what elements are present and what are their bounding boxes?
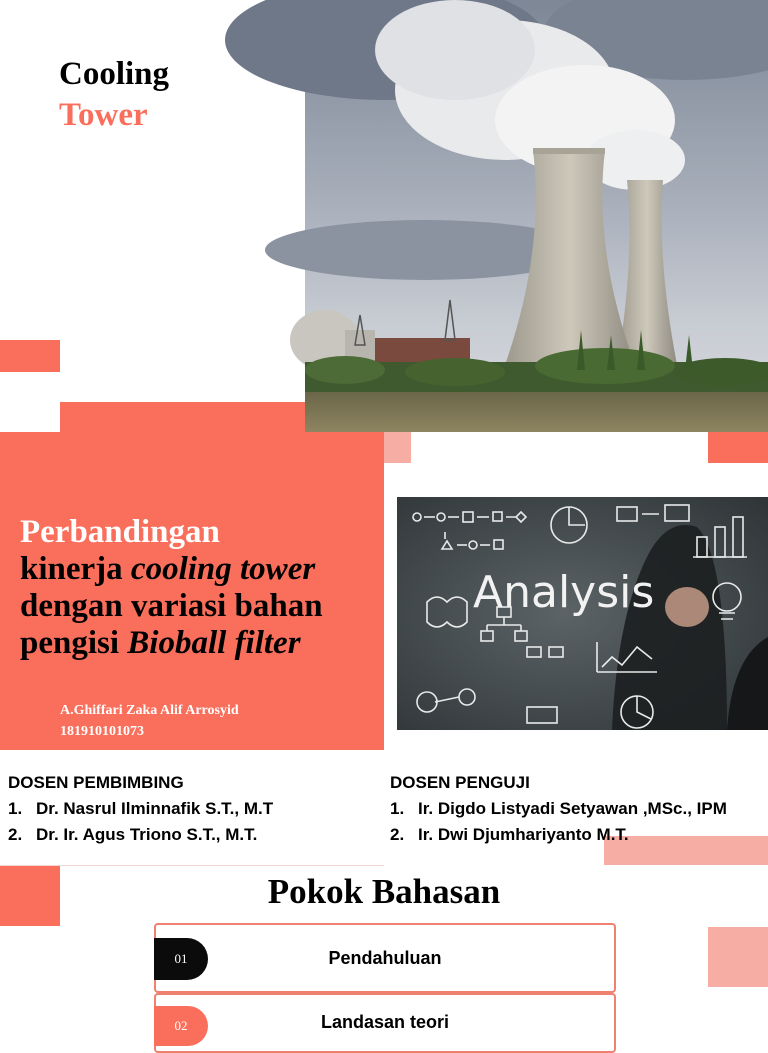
examiners-block bbox=[390, 770, 727, 848]
thesis-line-1: Perbandingan bbox=[20, 514, 220, 550]
title-line-2: Tower bbox=[59, 97, 148, 133]
thesis-line-2 bbox=[20, 551, 380, 588]
author-name: A.Ghiffari Zaka Alif Arrosyid bbox=[60, 703, 239, 718]
agenda-item-2-label[interactable]: Landasan teori bbox=[320, 1012, 450, 1032]
supervisor-name: Dr. Ir. Agus Triono S.T., M.T. bbox=[36, 825, 258, 844]
examiner-number: 2. bbox=[390, 825, 405, 844]
supervisor-item bbox=[8, 822, 273, 848]
examiners-heading: DOSEN PENGUJI bbox=[390, 773, 530, 792]
examiner-item bbox=[390, 822, 727, 848]
thesis-line-4-prefix: pengisi bbox=[20, 625, 128, 661]
thesis-line-4 bbox=[20, 625, 380, 662]
divider bbox=[0, 865, 384, 866]
analysis-photo bbox=[397, 497, 768, 730]
thesis-line-3: dengan variasi bahan bbox=[20, 588, 323, 624]
analysis-photo-text: Analysis bbox=[473, 567, 655, 618]
supervisor-number: 1. bbox=[8, 799, 23, 818]
agenda-item-1-label[interactable]: Pendahuluan bbox=[328, 948, 442, 968]
thesis-title bbox=[20, 514, 380, 662]
author-block bbox=[60, 700, 239, 742]
author-id: 181910101073 bbox=[60, 724, 144, 739]
agenda-heading: Pokok Bahasan bbox=[267, 872, 501, 911]
examiner-item bbox=[390, 796, 727, 822]
cooling-tower-photo bbox=[305, 0, 768, 432]
supervisor-item bbox=[8, 796, 273, 822]
title-line-1: Cooling bbox=[59, 56, 170, 92]
supervisor-number: 2. bbox=[8, 825, 23, 844]
deco-block-right-bottom bbox=[708, 927, 768, 987]
supervisors-heading: DOSEN PEMBIMBING bbox=[8, 773, 184, 792]
supervisors-block bbox=[8, 770, 273, 848]
agenda-item-1-number: 01 bbox=[154, 938, 208, 980]
thesis-line-4-italic: Bioball filter bbox=[127, 625, 301, 661]
deco-block-left-small bbox=[0, 340, 60, 372]
thesis-line-2-italic: cooling tower bbox=[130, 551, 316, 587]
examiner-number: 1. bbox=[390, 799, 405, 818]
deco-block-mid bbox=[60, 402, 305, 432]
examiner-name: Ir. Dwi Djumhariyanto M.T. bbox=[418, 825, 629, 844]
deco-block-right bbox=[708, 432, 768, 463]
agenda-item-2-number: 02 bbox=[154, 1006, 208, 1046]
thesis-line-2-prefix: kinerja bbox=[20, 551, 131, 587]
supervisor-name: Dr. Nasrul Ilminnafik S.T., M.T bbox=[36, 799, 274, 818]
examiner-name: Ir. Digdo Listyadi Setyawan ,MSc., IPM bbox=[418, 799, 727, 818]
